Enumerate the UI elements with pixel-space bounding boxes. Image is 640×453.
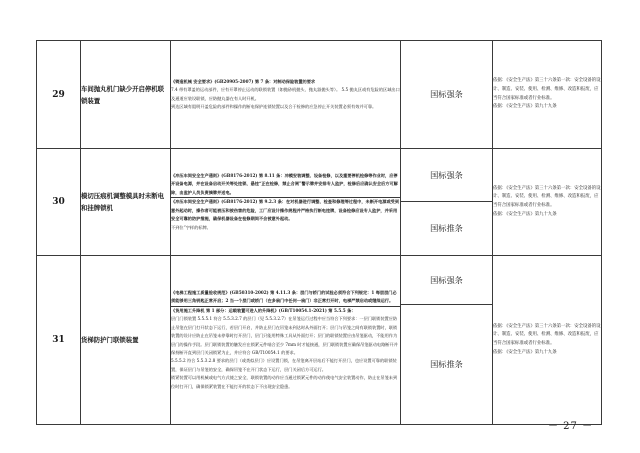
hazard-standards-table bbox=[36, 40, 602, 425]
basis-clause: 依据：《安全生产法》第九十九条 bbox=[493, 349, 557, 355]
basis-clause: 依据：《安全生产法》第三十六条第一款：安全设备的设计、制造、安装、使用、检测、维修、改造和报废，应当符合国家标准或者行业标准。 bbox=[493, 323, 601, 346]
level-strong: 国标强条 bbox=[401, 256, 492, 305]
basis-clause: 依据：《安全生产法》第三十六条第一款：安全设备的设计、制造、安装、使用、检测、维修、改造和报废，应当符合国家标准或者行业标准。 bbox=[493, 78, 601, 101]
standard-level bbox=[401, 149, 493, 256]
level-recommended: 国标推条 bbox=[430, 359, 463, 369]
hazard-name: 车间抛丸机门缺少开启停机联锁装置 bbox=[81, 41, 171, 149]
standard-content bbox=[171, 41, 401, 149]
standard-level bbox=[401, 256, 493, 425]
level-recommended: 国标推条 bbox=[430, 223, 463, 233]
basis-clause: 依据：《安全生产法》第三十六条第一款：安全设备的设计、制造、安装、使用、检测、维修、改造和报废，应当符合国家标准或者行业标准。 bbox=[493, 185, 601, 208]
standard-clause: 锁紧装置可以用机械或电气方式使之安全，联锁装置的动作应当通过锁紧元件的动作使电气安全装置动作，防止在吊笼未到位时打开门，确保锁紧装置在不能打开的状态下不出现安全隐患。 bbox=[171, 375, 398, 389]
standard-clause: 7.4 带有罩盖的运动部件，应有开罩停止运动的联锁装置（如抛砂机抛头、抛丸器抛头等）。 5.5 抛丸区或有危险的区域出口及通道应装设联锁，应防抛丸器在有人时开机。 bbox=[171, 87, 400, 101]
row-number: 29 bbox=[37, 41, 81, 149]
standard-clause: 5.5.5.2 符合 5.5.3.2.8 要求的层门（或类似层门）应设置门锁，在吊笼离开层站后不能打开层门，也应设置可靠的联锁装置，保证层门与吊笼的安全，确保吊笼不在开门状态下运行，层门关闭后方可运行。 bbox=[171, 358, 397, 372]
basis-clause: 依据：《安全生产法》第九十九条 bbox=[493, 104, 557, 110]
hazard-name: 模切压痕机调整模具时未断电和挂牌锁机 bbox=[81, 149, 171, 256]
standard-clause: 《货用施工升降机 第 1 部分：运载装置可进人的升降机》(GB/T10054.1-2021) 第 5.5.5 条： bbox=[171, 307, 356, 313]
basis-clause: 依据：《安全生产法》第九十九条 bbox=[493, 211, 557, 217]
table-row bbox=[37, 256, 602, 425]
hazard-name: 货梯防护门联锁装置 bbox=[81, 256, 171, 425]
standard-clause: 《电梯工程施工质量验收规范》(GB50310-2002) 第 4.11.3 条：层门与轿门的试验必须符合下列规定：1 每层层门必须能够用三角钥匙正常开启；2 当一个层门或轿门（在多扇门中任何一扇门）非正常打开时，电梯严禁启动或继续运行。 bbox=[171, 290, 397, 304]
standard-content bbox=[171, 149, 401, 256]
row-number: 30 bbox=[37, 149, 81, 256]
standard-clause: 到达区域有阻明开盖危险的部件和操作的断电保护连锁装置以及合于检修的应急停止开关装置必须有效并可靠。 bbox=[171, 103, 377, 109]
table-row bbox=[37, 41, 602, 149]
standard-clause: 层门门锁装置 5.5.5.1 符合 5.5.3.2.7 的层门（见 5.5.3.2.7）在吊笼运行过程中应当符合下列要求：一层门联锁装置应防止吊笼在层门打开状态下运行，若层门开启，并防止层门在吊笼未到达时从外面打开；层门与吊笼之间有联锁装置时，联锁装置的设计应防止在吊笼未停靠时打开层门，层门只能用特殊工具从外面打开；层门的联锁装置应由吊笼驱动，不能用作为层门的操作手段。层门联锁装置的触发应在锁紧元件啮合至少 7mm 时才能接通，层门联锁装置应确保吊笼驱动电路断开并保持断开直到层门关闭锁紧为止，并应符合 GB/T10054.1 的要求。 bbox=[171, 316, 398, 355]
standard-level: 国标强条 bbox=[401, 41, 493, 149]
standard-clause: 《冲压车间安全生产通则》(GB8176-2012) 第 9.2.3 条：在对机器进行调整、检查和修理等过程中，未断开电源或受到意外起动时，操作者可能被压和被伤害的危险，工厂应设计操作规程并严格执行断电挂牌，设备检修应设专人监护，并采用安全可靠的防护措施，确保机器设备在检修期间不会被意外起动。 bbox=[171, 199, 400, 222]
table-row bbox=[37, 149, 602, 256]
legal-basis bbox=[493, 41, 602, 149]
page-number: － 27 － bbox=[548, 421, 594, 432]
standard-content bbox=[171, 256, 401, 425]
row-number: 31 bbox=[37, 256, 81, 425]
standard-clause: 《铸造机械 安全要求》(GB20905-2007) 第 7 条：对制动保险装置的要求 bbox=[171, 78, 316, 84]
level-strong: 国标强条 bbox=[401, 149, 492, 202]
legal-basis bbox=[493, 149, 602, 256]
standard-clause: 不到位”字样的标牌。 bbox=[171, 224, 211, 230]
legal-basis bbox=[493, 256, 602, 425]
standard-clause: 《冲压车间安全生产通则》(GB8176-2012) 第 8.11 条：冲模安装调整、设备检修，以及重要停机检修等作业时，应停开设备电源，并在设备启动开关等处挂锁、悬挂“正在检修，禁止合闸”警示牌并安排专人监护，检修后应确认安全后方可解除，由监护人员负责摘牌并送电。 bbox=[171, 173, 398, 195]
